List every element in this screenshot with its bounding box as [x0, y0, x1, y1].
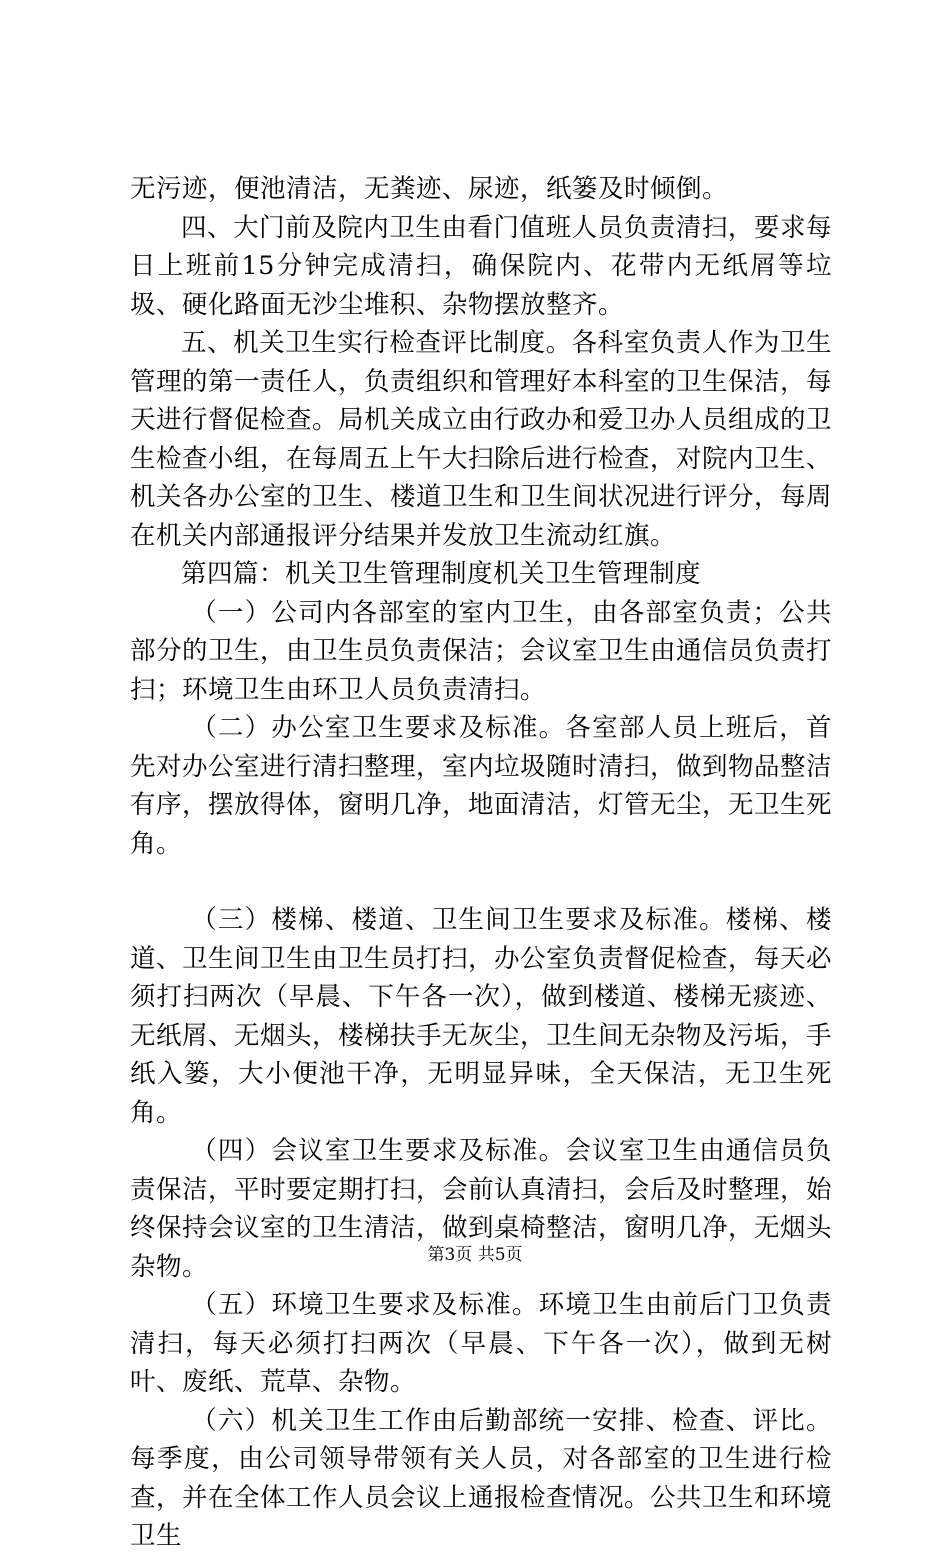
paragraph-continuation: 无污迹，便池清洁，无粪迹、尿迹，纸篓及时倾倒。	[130, 174, 729, 204]
paragraph-item-2: （二）办公室卫生要求及标准。各室部人员上班后，首先对办公室进行清扫整理，室内垃圾随时清扫，做到物品整洁有序，摆放得体，窗明几净，地面清洁，灯管无尘，无卫生死角。	[130, 713, 833, 859]
paragraph-item-1: （一）公司内各部室的室内卫生，由各部室负责；公共部分的卫生，由卫生员负责保洁；会议室卫生由通信员负责打扫；环境卫生由环卫人员负责清扫。	[130, 597, 833, 705]
paragraph-chapter-heading: 第四篇：机关卫生管理制度机关卫生管理制度	[181, 559, 702, 589]
document-body	[130, 170, 832, 1556]
paragraph-item-4: （四）会议室卫生要求及标准。会议室卫生由通信员负责保洁，平时要定期打扫，会前认真清扫，会后及时整理，始终保持会议室的卫生清洁，做到桌椅整洁，窗明几净，无烟头杂物。	[130, 1136, 833, 1282]
paragraph-gap	[130, 863, 832, 901]
paragraph-section-4: 四、大门前及院内卫生由看门值班人员负责清扫，要求每日上班前15分钟完成清扫，确保院内、花带内无纸屑等垃圾、硬化路面无沙尘堆积、杂物摆放整齐。	[130, 212, 832, 320]
paragraph-item-3: （三）楼梯、楼道、卫生间卫生要求及标准。楼梯、楼道、卫生间卫生由卫生员打扫，办公室负责督促检查，每天必须打扫两次（早晨、下午各一次），做到楼道、楼梯无痰迹、无纸屑、无烟头，楼梯扶手无灰尘，卫生间无杂物及污垢，手纸入篓，大小便池干净，无明显异味，全天保洁，无卫生死角。	[130, 905, 833, 1128]
paragraph-section-5: 五、机关卫生实行检查评比制度。各科室负责人作为卫生管理的第一责任人，负责组织和管理好本科室的卫生保洁，每天进行督促检查。局机关成立由行政办和爱卫办人员组成的卫生检查小组，在每周五上午大扫除后进行检查，对院内卫生、机关各办公室的卫生、楼道卫生和卫生间状况进行评分，每周在机关内部通报评分结果并发放卫生流动红旗。	[130, 328, 833, 551]
page-number-footer: 第3页 共5页	[427, 1245, 523, 1265]
paragraph-item-5: （五）环境卫生要求及标准。环境卫生由前后门卫负责清扫，每天必须打扫两次（早晨、下午各一次），做到无树叶、废纸、荒草、杂物。	[130, 1290, 832, 1397]
paragraph-item-6: （六）机关卫生工作由后勤部统一安排、检查、评比。每季度，由公司领导带领有关人员，对各部室的卫生进行检查，并在全体工作人员会议上通报检查情况。公共卫生和环境卫生	[130, 1405, 833, 1551]
